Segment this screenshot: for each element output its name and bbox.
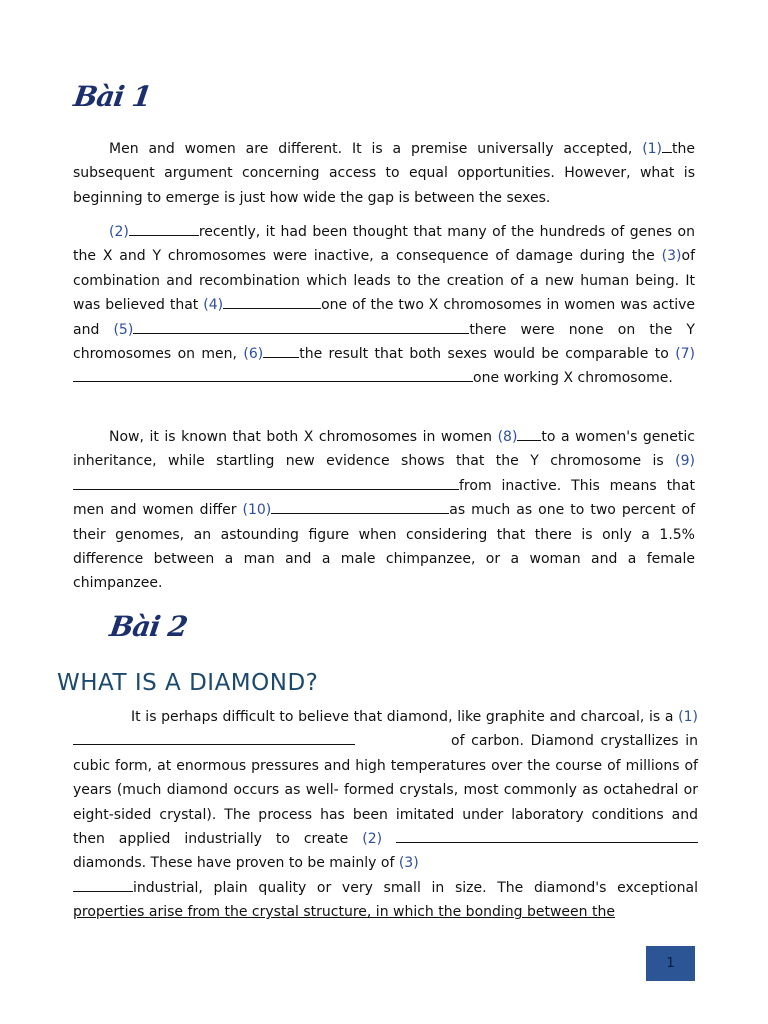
passage-title: WHAT IS A DIAMOND?	[57, 670, 319, 696]
answer-blank-2[interactable]	[129, 221, 199, 236]
para1-text-a: Men and women are different. It is a premise universally accepted,	[109, 141, 633, 157]
blank-number-4: (4)	[203, 297, 224, 314]
answer-blank-4[interactable]	[223, 294, 321, 309]
para3-text-8: to a women's genetic inheritance, while startling new evidence shows that the Y chromosome is	[73, 429, 695, 470]
para1-text-b: the subsequent argument concerning access to equal opportunities. However, what is beginning to emerge is just how wide the gap is between the sexes.	[73, 141, 696, 206]
answer-blank-7[interactable]	[73, 367, 473, 382]
paragraph-1	[73, 137, 695, 210]
para4-text-3: industrial, plain quality or very small in size. The diamond's exceptional	[133, 879, 698, 896]
page-number-badge: 1	[646, 946, 695, 981]
answer-blank-8[interactable]	[517, 426, 541, 441]
para2-text-3: of combination and recombination which leads to the creation of a new human being. It was believed that	[73, 248, 695, 314]
para3-text-1: Now, it is known that both X chromosomes in women	[109, 429, 493, 445]
para3-text-9: from inactive. This means that men and women differ	[73, 477, 695, 519]
para4-text-4: properties arise from the crystal structure, in which the bonding between the	[73, 904, 615, 921]
blank-number-9: (9)	[675, 453, 695, 470]
para3-text-10: as much as one to two percent of their genomes, an astounding figure when considering that there is only a 1.5% difference between a man and a male chimpanzee, or a woman and a female chimpanzee.	[73, 502, 695, 592]
paragraph-2	[73, 220, 695, 391]
para4-text-2: diamonds. These have proven to be mainly of	[73, 855, 395, 872]
blank-number-1: (1)	[642, 141, 663, 157]
para4-text-0: It is perhaps difficult to believe that diamond, like graphite and charcoal, is a	[131, 709, 674, 725]
diamond-answer-blank-2[interactable]	[396, 828, 698, 843]
para2-text-4: one of the two X chromosomes in women was active and	[73, 297, 696, 338]
answer-blank-10[interactable]	[271, 499, 449, 514]
blank-number-6: (6)	[243, 346, 264, 363]
blank-number-3: (3)	[661, 248, 682, 265]
exercise-1-heading: Bài 1	[71, 80, 154, 113]
diamond-blank-number-3: (3)	[398, 855, 419, 872]
paragraph-3	[73, 425, 695, 596]
answer-blank-9[interactable]	[73, 475, 459, 490]
diamond-answer-blank-3[interactable]	[73, 877, 133, 892]
answer-blank-5[interactable]	[133, 319, 469, 334]
para2-text-2: recently, it had been thought that many of the hundreds of genes on the X and Y chromosomes were inactive, a consequence of damage during the	[73, 224, 695, 265]
blank-number-10: (10)	[242, 502, 272, 519]
blank-number-5: (5)	[113, 321, 134, 338]
answer-blank-6[interactable]	[263, 343, 299, 358]
blank-number-8: (8)	[497, 429, 518, 445]
diamond-blank-number-2: (2)	[362, 831, 383, 848]
para2-text-6: the result that both sexes would be comparable to	[299, 346, 669, 363]
answer-blank-1[interactable]	[662, 138, 672, 153]
para4-text-1: of carbon. Diamond crystallizes in cubic form, at enormous pressures and high temperatures over the course of millions of years (much diamond occurs as well- formed crystals, most commonly as octahedral or eight-sided crystal). The process has been imitated under laboratory conditions and then applied industrially to create	[73, 733, 698, 848]
paragraph-4	[73, 705, 698, 925]
diamond-blank-number-1: (1)	[678, 709, 698, 725]
diamond-answer-blank-1[interactable]	[73, 730, 355, 745]
para2-text-7: one working X chromosome.	[473, 370, 673, 387]
para2-text-5: there were none on the Y chromosomes on men,	[73, 321, 695, 363]
blank-number-7: (7)	[675, 346, 696, 363]
exercise-2-heading: Bài 2	[107, 610, 190, 643]
blank-number-2: (2)	[109, 224, 129, 240]
